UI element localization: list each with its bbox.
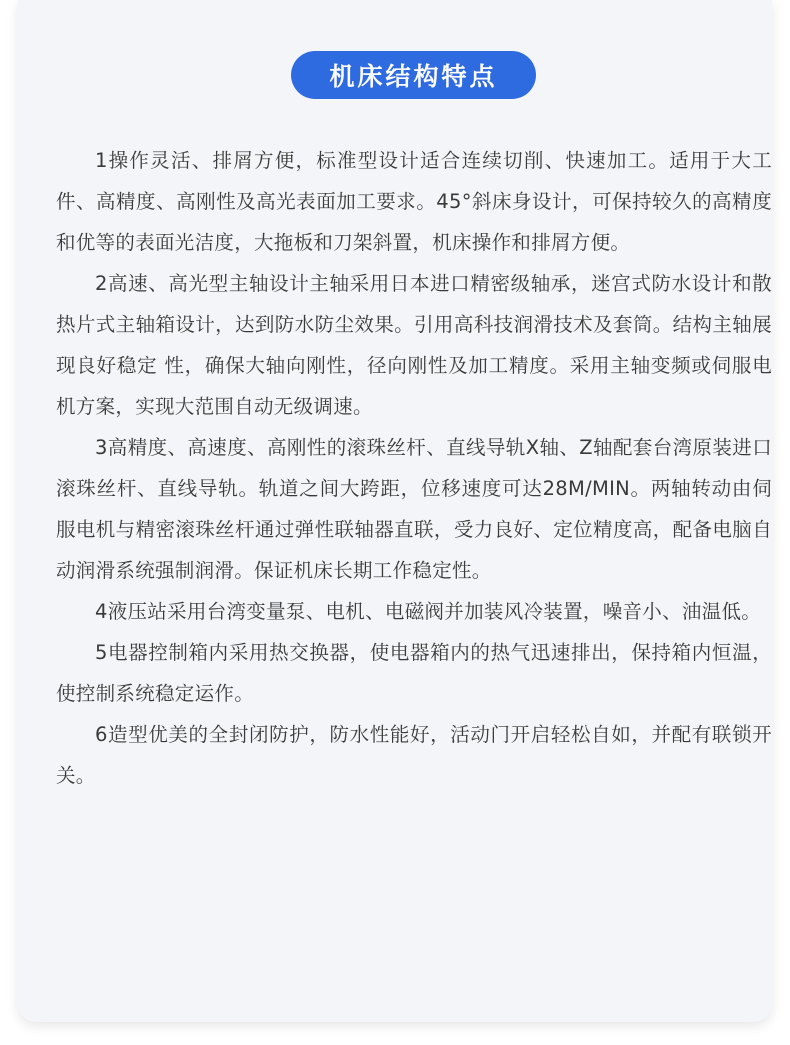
feature-paragraph-3: 3高精度、高速度、高刚性的滚珠丝杆、直线导轨X轴、Z轴配套台湾原装进口滚珠丝杆、直线导轨。轨道之间大跨距，位移速度可达28M/MIN。两轴转动由伺服电机与精密滚珠丝杆通过弹性联轴器直联，受力良好、定位精度高，配备电脑自动润滑系统强制润滑。保证机床长期工作稳定性。 (56, 436, 772, 582)
feature-paragraph-4: 4液压站采用台湾变量泵、电机、电磁阀并加装风冷装置，噪音小、油温低。 (95, 600, 762, 623)
content-card (18, 0, 772, 1022)
feature-paragraph-5: 5电器控制箱内采用热交换器，使电器箱内的热气迅速排出，保持箱内恒温，使控制系统稳定运作。 (56, 641, 772, 705)
feature-paragraph-2: 2高速、高光型主轴设计主轴采用日本进口精密级轴承，迷宫式防水设计和散热片式主轴箱设计，达到防水防尘效果。引用高科技润滑技术及套筒。结构主轴展现良好稳定 性，确保大轴向刚性，径向刚性及加工精度。采用主轴变频或伺服电机方案，实现大范围自动无级调速。 (56, 272, 772, 418)
feature-list (56, 140, 772, 796)
feature-paragraph-1: 1操作灵活、排屑方便，标准型设计适合连续切削、快速加工。适用于大工件、高精度、高刚性及高光表面加工要求。45°斜床身设计，可保持较久的高精度和优等的表面光洁度，大拖板和刀架斜置，机床操作和排屑方便。 (56, 149, 772, 254)
feature-paragraph-6: 6造型优美的全封闭防护，防水性能好，活动门开启轻松自如，并配有联锁开关。 (56, 723, 772, 787)
section-title: 机床结构特点 (291, 51, 536, 99)
